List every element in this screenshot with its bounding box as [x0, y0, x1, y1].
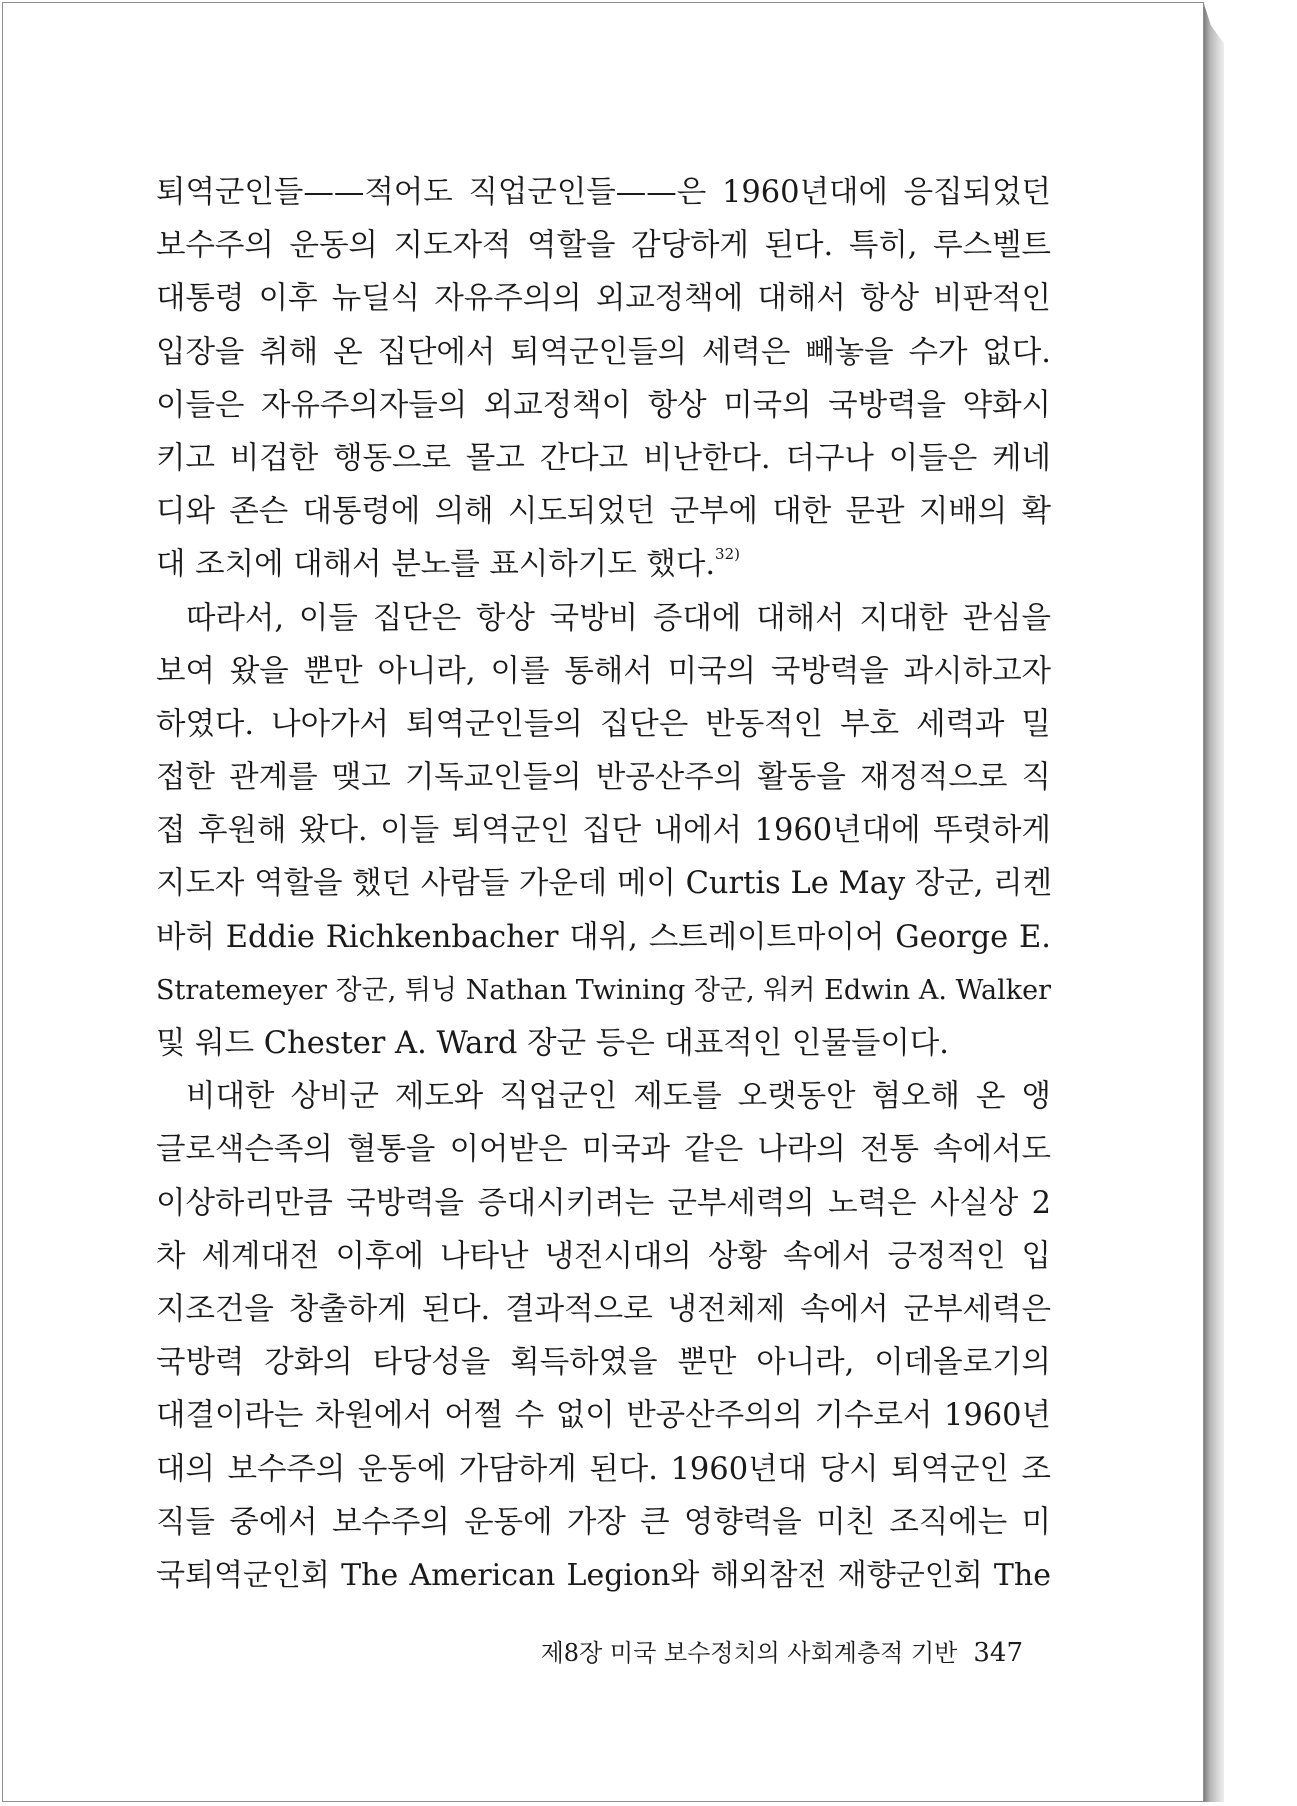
- text-line: 이들은 자유주의자들의 외교정책이 항상 미국의 국방력을 약화시: [156, 387, 1051, 423]
- text-line: 국퇴역군인회 The American Legion와 해외참전 재향군인회 The: [156, 1557, 1051, 1593]
- text-line: 키고 비겁한 행동으로 몰고 간다고 비난한다. 더구나 이들은 케네: [156, 440, 1051, 476]
- text-line: 접 후원해 왔다. 이들 퇴역군인 집단 내에서 1960년대에 뚜렷하게: [156, 813, 1051, 849]
- text-line: 하였다. 나아가서 퇴역군인들의 집단은 반동적인 부호 세력과 밀: [156, 706, 1051, 742]
- text-line: 퇴역군인들——적어도 직업군인들——은 1960년대에 응집되었던: [156, 175, 1051, 210]
- text-line: 입장을 취해 온 집단에서 퇴역군인들의 세력은 빼놓을 수가 없다.: [156, 334, 1051, 370]
- text-line: 차 세계대전 이후에 나타난 냉전시대의 상황 속에서 긍정적인 입: [156, 1238, 1051, 1274]
- page-footer: [511, 1633, 1023, 1668]
- page-stack-edge: [1204, 4, 1224, 1802]
- page-number: 347: [973, 1638, 1023, 1668]
- running-title: 제8장 미국 보수정치의 사회계층적 기반: [540, 1639, 958, 1667]
- text-line: 글로색슨족의 혈통을 이어받은 미국과 같은 나라의 전통 속에서도: [156, 1132, 1051, 1168]
- text-line: 대결이라는 차원에서 어쩔 수 없이 반공산주의의 기수로서 1960년: [156, 1398, 1051, 1434]
- text-line: 비대한 상비군 제도와 직업군인 제도를 오랫동안 혐오해 온 앵: [186, 1079, 1051, 1115]
- paragraph-last-line: [156, 538, 1051, 591]
- body-text: [156, 166, 1051, 1602]
- text-line: Stratemeyer 장군, 튀닝 Nathan Twining 장군, 워커 Edwin A. Walker: [156, 974, 1051, 1006]
- text-line: 보여 왔을 뿐만 아니라, 이를 통해서 미국의 국방력을 과시하고자: [156, 653, 1051, 689]
- footnote-reference: 32): [715, 545, 740, 564]
- text-line: 보수주의 운동의 지도자적 역할을 감당하게 된다. 특히, 루스벨트: [156, 228, 1051, 264]
- text-line: 대 조치에 대해서 분노를 표시하기도 했다.: [156, 547, 716, 583]
- text-line: 대통령 이후 뉴딜식 자유주의의 외교정책에 대해서 항상 비판적인: [156, 281, 1051, 317]
- text-line: 지조건을 창출하게 된다. 결과적으로 냉전체제 속에서 군부세력은: [156, 1291, 1051, 1327]
- text-line: 디와 존슨 대통령에 의해 시도되었던 군부에 대한 문관 지배의 확: [156, 494, 1051, 530]
- text-line: 대의 보수주의 운동에 가담하게 된다. 1960년대 당시 퇴역군인 조: [156, 1451, 1051, 1487]
- text-line: 바허 Eddie Richkenbacher 대위, 스트레이트마이어 George E.: [156, 919, 1051, 955]
- text-line: 이상하리만큼 국방력을 증대시키려는 군부세력의 노력은 사실상 2: [156, 1185, 1051, 1221]
- book-page: [2, 2, 1204, 1802]
- text-line: 지도자 역할을 했던 사람들 가운데 메이 Curtis Le May 장군, 리켄: [156, 866, 1053, 902]
- text-line: 직들 중에서 보수주의 운동에 가장 큰 영향력을 미친 조직에는 미: [156, 1504, 1051, 1540]
- text-line: 따라서, 이들 집단은 항상 국방비 증대에 대해서 지대한 관심을: [186, 600, 1051, 636]
- text-line: 및 워드 Chester A. Ward 장군 등은 대표적인 인물들이다.: [156, 1026, 949, 1061]
- text-line: 국방력 강화의 타당성을 획득하였을 뿐만 아니라, 이데올로기의: [156, 1345, 1051, 1381]
- text-line: 접한 관계를 맺고 기독교인들의 반공산주의 활동을 재정적으로 직: [156, 760, 1051, 796]
